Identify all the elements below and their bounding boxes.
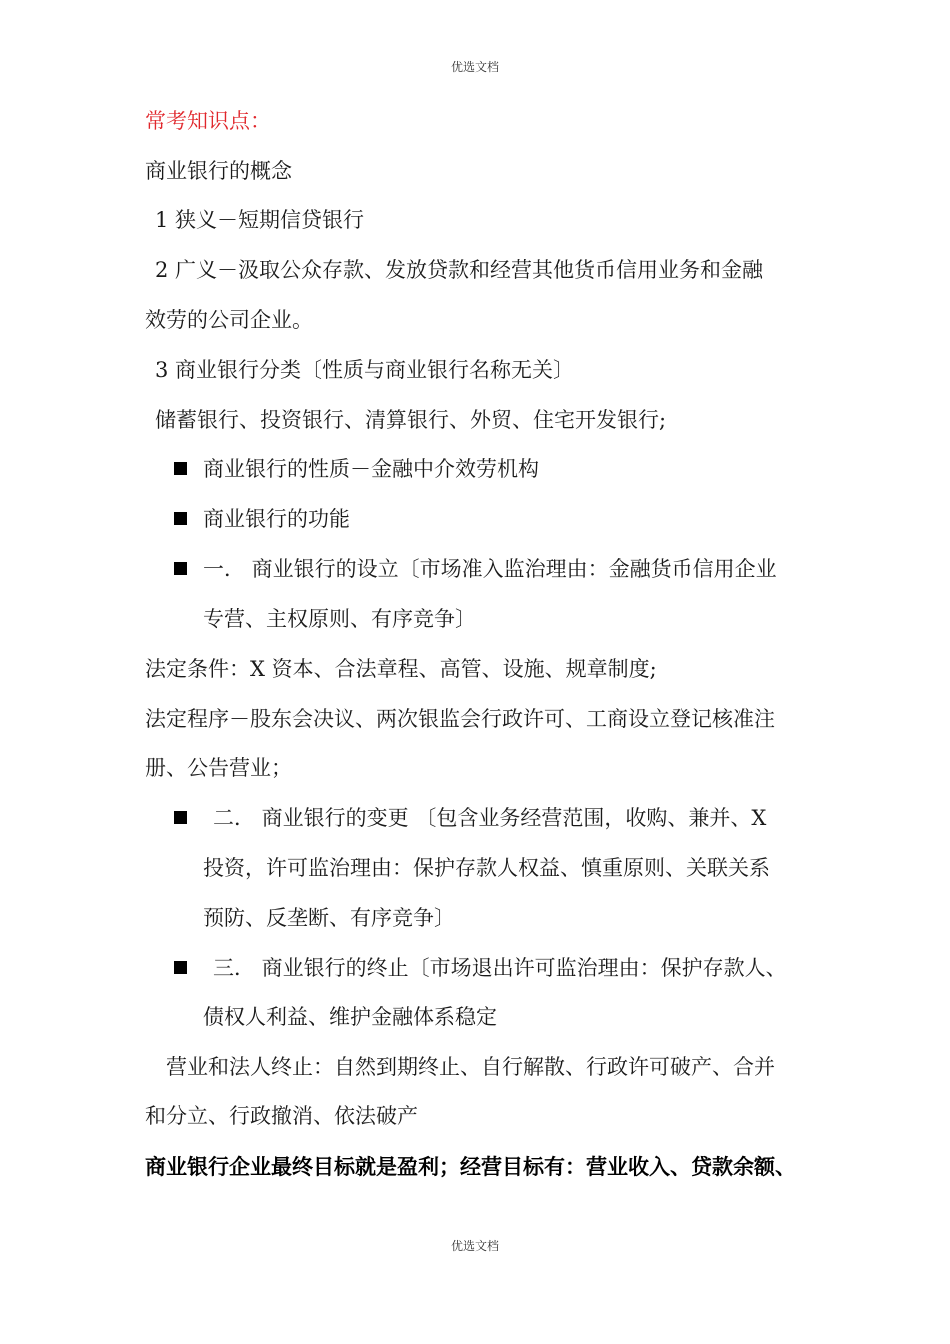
section-heading: 常考知识点： — [145, 109, 271, 133]
bullet-text: 商业银行的功能 — [203, 507, 350, 531]
bullet-continuation: 投资，许可监治理由：保护存款人权益、慎重原则、关联关系 — [203, 856, 770, 880]
definition-broad-cont: 效劳的公司企业。 — [145, 308, 313, 332]
concept-title: 商业银行的概念 — [145, 159, 292, 183]
page-header: 优选文档 — [450, 60, 499, 74]
bullet-continuation: 预防、反垄断、有序竞争〕 — [203, 906, 455, 930]
bullet-continuation: 债权人利益、维护金融体系稳定 — [203, 1005, 497, 1029]
legal-conditions: 法定条件：X 资本、合法章程、高管、设施、规章制度; — [145, 657, 657, 681]
definition-narrow: 1 狭义－短期信贷银行 — [155, 208, 365, 232]
bullet-item-nature — [174, 455, 539, 483]
square-bullet-icon — [174, 961, 187, 974]
legal-procedure-cont: 册、公告营业； — [145, 756, 292, 780]
bullet-text: 一． 商业银行的设立〔市场准入监治理由：金融货币信用企业 — [203, 557, 777, 581]
bullet-text: 二． 商业银行的变更 〔包含业务经营范围，收购、兼并、X — [213, 806, 767, 830]
termination-types: 营业和法人终止：自然到期终止、自行解散、行政许可破产、合并 — [166, 1055, 775, 1079]
bank-types-line: 储蓄银行、投资银行、清算银行、外贸、住宅开发银行; — [155, 408, 667, 432]
page-footer: 优选文档 — [450, 1239, 499, 1253]
square-bullet-icon — [174, 562, 187, 575]
bullet-text: 三． 商业银行的终止〔市场退出许可监治理由：保护存款人、 — [213, 956, 787, 980]
square-bullet-icon — [174, 512, 187, 525]
bullet-item-establishment — [174, 555, 777, 583]
classification-line: 3 商业银行分类〔性质与商业银行名称无关〕 — [155, 358, 575, 382]
definition-broad: 2 广义－汲取公众存款、发放贷款和经营其他货币信用业务和金融 — [155, 258, 764, 282]
goal-statement: 商业银行企业最终目标就是盈利；经营目标有：营业收入、贷款余额、 — [145, 1154, 796, 1179]
bullet-item-termination — [174, 954, 787, 982]
square-bullet-icon — [174, 462, 187, 475]
bullet-item-function — [174, 505, 350, 533]
legal-procedure: 法定程序－股东会决议、两次银监会行政许可、工商设立登记核准注 — [145, 707, 775, 731]
square-bullet-icon — [174, 811, 187, 824]
bullet-continuation: 专营、主权原则、有序竞争〕 — [203, 607, 476, 631]
bullet-text: 商业银行的性质－金融中介效劳机构 — [203, 457, 539, 481]
bullet-item-change — [174, 804, 766, 832]
termination-types-cont: 和分立、行政撤消、依法破产 — [145, 1104, 418, 1128]
